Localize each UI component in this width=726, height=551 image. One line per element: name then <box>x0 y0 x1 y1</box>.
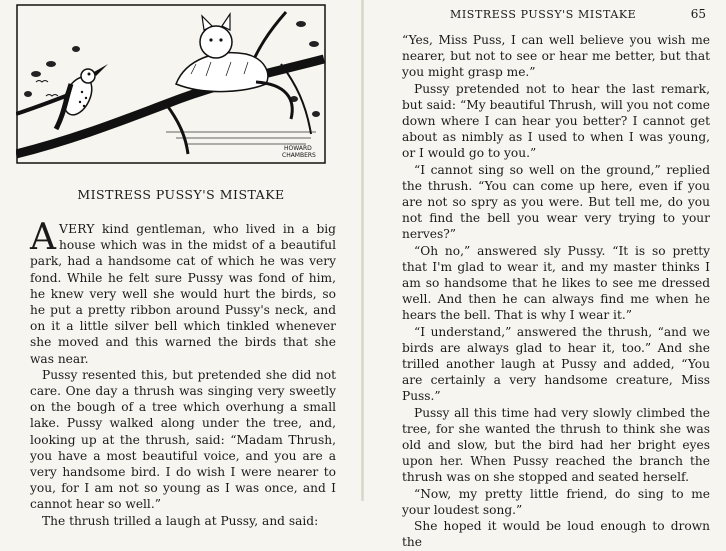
page-number: 65 <box>690 7 706 21</box>
paragraph-3: The thrush trilled a laugh at Pussy, and said: <box>42 513 319 528</box>
paragraph-2: Pussy resented this, but pretended she did not care. One day a thrush was singing very sweetly on the bough of a tree which overhung a small lake. Pussy walked along under the tree, and, looking up at the thrush, said: “Madam Thrush, you have a most beautiful voice, and you are a very handsome bird. I do wish I were nearer to you, for I am not so young as I was once, and I cannot hear so well.” <box>30 367 336 512</box>
left-page <box>0 0 362 528</box>
illustration-signature-line-2: CHAMBERS <box>282 152 316 159</box>
paragraph-r6: Pussy all this time had very slowly climbed the tree, for she wanted the thrush to think she was old and slow, but the bird had her bright eyes upon her. When Pussy reached the branch the thrush was on she stopped and seated herself. <box>402 405 710 485</box>
opening-words: VERY <box>59 222 95 236</box>
paragraph-r5: “I understand,” answered the thrush, “and we birds are always glad to hear it, too.” And she trilled another laugh at Pussy and added, “You are certainly a very handsome creature, Miss Puss.” <box>402 324 710 404</box>
paragraph-r8: She hoped it would be loud enough to drown the <box>402 519 710 550</box>
cat-and-thrush-illustration <box>16 4 326 164</box>
running-head: MISTRESS PUSSY'S MISTAKE <box>450 8 637 21</box>
paragraph-r4: “Oh no,” answered sly Pussy. “It is so pretty that I'm glad to wear it, and my master thinks I am so handsome that he likes to see me dressed well. And then he can always find me when he hears the bell. That is why I wear it.” <box>402 243 710 323</box>
illustration-drawing <box>16 4 326 164</box>
right-page-body <box>402 32 710 551</box>
paragraph-r1: “Yes, Miss Puss, I can well believe you wish me nearer, but not to see or hear me better, but that you might grasp me.” <box>402 33 710 80</box>
drop-cap: A <box>30 217 56 258</box>
cat-figure <box>176 14 292 119</box>
right-page <box>364 0 726 550</box>
paragraph-1-text: kind gentleman, who lived in a big house which was in the midst of a beautiful park, had a handsome cat of which he was very fond. While he felt sure Pussy was fond of him, he knew very well she would hurt the birds, so he put a pretty ribbon around Pussy's neck, and on it a little silver bell which tinkled whenever she moved and this warned the birds that she was near. <box>30 222 336 366</box>
paragraph-1 <box>30 217 336 367</box>
paragraph-r7: “Now, my pretty little friend, do sing to me your loudest song.” <box>402 486 710 517</box>
story-title: MISTRESS PUSSY'S MISTAKE <box>77 187 285 202</box>
paragraph-r3: “I cannot sing so well on the ground,” replied the thrush. “You can come up here, even if you are not so spry as you were. But tell me, do you not find the bell you wear very trying to your nerves?” <box>402 162 710 242</box>
left-page-body <box>30 217 336 529</box>
paragraph-r2: Pussy pretended not to hear the last remark, but said: “My beautiful Thrush, will you not come down where I can hear you better? I cannot get about as nimbly as I used to when I was young, or I would go to you.” <box>402 81 710 161</box>
illustration-signature-line-1: HOWARD <box>284 145 312 152</box>
